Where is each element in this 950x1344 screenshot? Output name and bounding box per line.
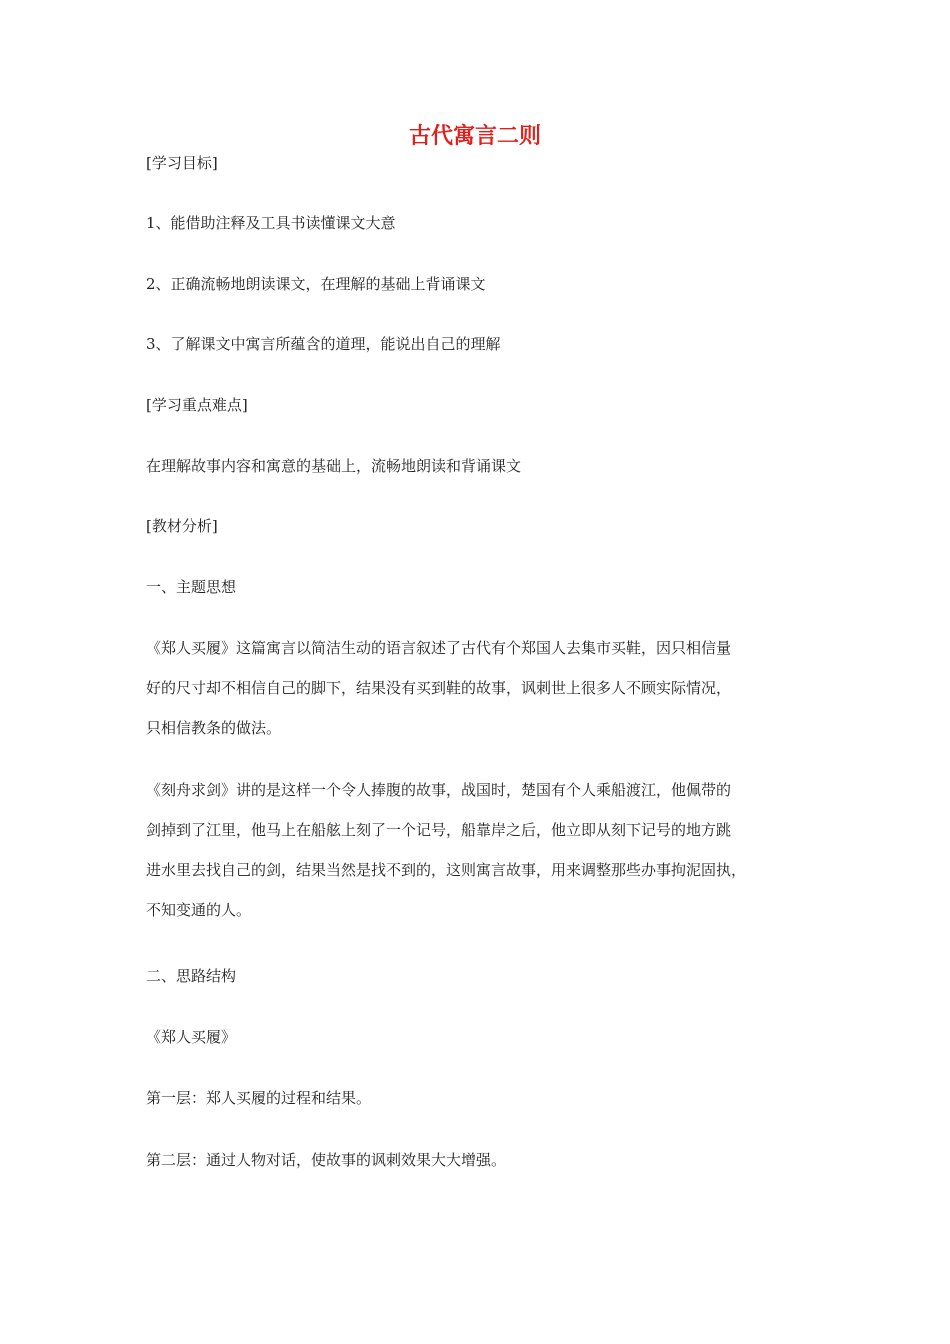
paragraph-line: 《刻舟求剑》讲的是这样一个令人捧腹的故事，战国时，楚国有个人乘船渡江，他佩带的 bbox=[146, 781, 732, 799]
paragraph-line: 只相信教条的做法。 bbox=[146, 719, 282, 737]
paragraph-line: 不知变通的人。 bbox=[146, 901, 252, 919]
key-points-text: 在理解故事内容和寓意的基础上，流畅地朗读和背诵课文 bbox=[146, 457, 522, 475]
theme-paragraph-2 bbox=[146, 779, 810, 921]
structure-layer-1: 第一层：郑人买履的过程和结果。 bbox=[146, 1089, 372, 1107]
theme-paragraph-1 bbox=[146, 637, 810, 739]
paragraph-line: 剑掉到了江里，他马上在船舷上刻了一个记号，船靠岸之后，他立即从刻下记号的地方跳 bbox=[146, 821, 732, 839]
theme-heading: 一、主题思想 bbox=[146, 578, 237, 596]
key-points-heading: [学习重点难点] bbox=[146, 396, 248, 414]
structure-layer-2: 第二层：通过人物对话，使故事的讽刺效果大大增强。 bbox=[146, 1151, 507, 1169]
structure-heading: 二、思路结构 bbox=[146, 967, 237, 985]
paragraph-line: 《郑人买履》这篇寓言以简洁生动的语言叙述了古代有个郑国人去集市买鞋，因只相信量 bbox=[146, 639, 732, 657]
page-title: 古代寓言二则 bbox=[408, 124, 541, 149]
learning-goals-heading: [学习目标] bbox=[146, 154, 218, 172]
structure-story-title: 《郑人买履》 bbox=[146, 1028, 237, 1046]
goal-item-1: 1、能借助注释及工具书读懂课文大意 bbox=[146, 214, 396, 232]
goal-item-3: 3、了解课文中寓言所蕴含的道理，能说出自己的理解 bbox=[146, 335, 501, 353]
goal-item-2: 2、正确流畅地朗读课文，在理解的基础上背诵课文 bbox=[146, 275, 486, 293]
analysis-heading: [教材分析] bbox=[146, 517, 218, 535]
paragraph-line: 好的尺寸却不相信自己的脚下，结果没有买到鞋的故事，讽刺世上很多人不顾实际情况， bbox=[146, 679, 732, 697]
paragraph-line: 进水里去找自己的剑，结果当然是找不到的，这则寓言故事，用来调整那些办事拘泥固执， bbox=[146, 861, 747, 879]
